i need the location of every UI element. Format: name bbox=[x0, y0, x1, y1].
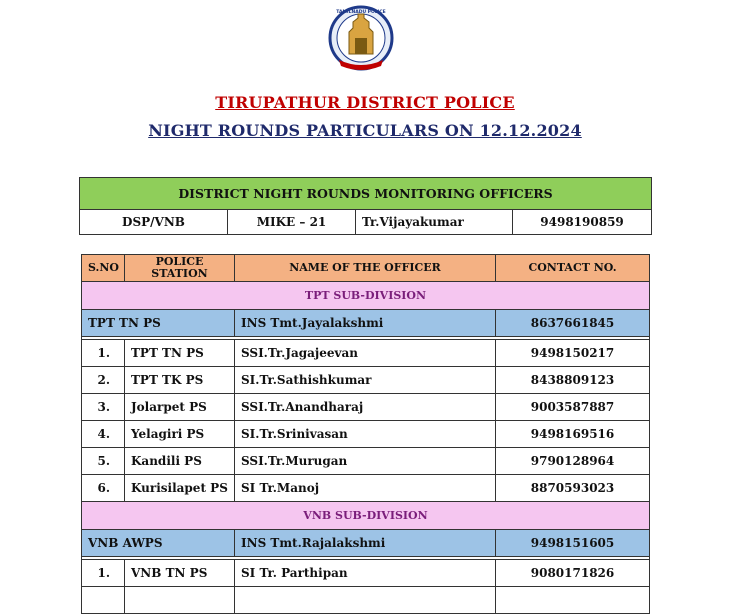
row-contact: 9003587887 bbox=[496, 394, 650, 421]
monitoring-heading: DISTRICT NIGHT ROUNDS MONITORING OFFICERS bbox=[80, 178, 652, 210]
row-sno: 2. bbox=[82, 367, 125, 394]
row-sno: 1. bbox=[82, 340, 125, 367]
table-row bbox=[82, 421, 650, 448]
row-officer: SSI.Tr.Jagajeevan bbox=[235, 340, 496, 367]
row-officer: SI Tr.Manoj bbox=[235, 475, 496, 502]
row-officer: SI Tr. Parthipan bbox=[235, 560, 496, 587]
row-officer: SSI.Tr.Murugan bbox=[235, 448, 496, 475]
table-row bbox=[82, 475, 650, 502]
row-sno: 3. bbox=[82, 394, 125, 421]
inspector-station: TPT TN PS bbox=[82, 310, 235, 337]
monitoring-designation: DSP/VNB bbox=[80, 210, 228, 235]
table-row bbox=[82, 394, 650, 421]
tamilnadu-police-emblem-icon bbox=[325, 4, 397, 78]
table-header-row bbox=[82, 255, 650, 282]
monitoring-call-sign: MIKE – 21 bbox=[228, 210, 356, 235]
monitoring-officer: Tr.Vijayakumar bbox=[356, 210, 513, 235]
svg-text:TAMILNADU POLICE: TAMILNADU POLICE bbox=[336, 10, 386, 15]
row-officer: SSI.Tr.Anandharaj bbox=[235, 394, 496, 421]
row-station: Kurisilapet PS bbox=[125, 475, 235, 502]
row-station: Jolarpet PS bbox=[125, 394, 235, 421]
monitoring-row bbox=[80, 210, 652, 235]
monitoring-officers-table bbox=[79, 177, 652, 235]
row-contact: 8870593023 bbox=[496, 475, 650, 502]
inspector-station: VNB AWPS bbox=[82, 530, 235, 557]
row-station: VNB TN PS bbox=[125, 560, 235, 587]
subdivision-title: TPT SUB-DIVISION bbox=[82, 282, 650, 310]
inspector-contact: 8637661845 bbox=[496, 310, 650, 337]
row-sno: 4. bbox=[82, 421, 125, 448]
row-sno: 6. bbox=[82, 475, 125, 502]
table-row bbox=[82, 448, 650, 475]
table-row bbox=[82, 560, 650, 587]
row-station: TPT TN PS bbox=[125, 340, 235, 367]
row-contact: 9498169516 bbox=[496, 421, 650, 448]
header-name: NAME OF THE OFFICER bbox=[235, 255, 496, 282]
row-station: Yelagiri PS bbox=[125, 421, 235, 448]
row-sno: 1. bbox=[82, 560, 125, 587]
header-station: POLICE STATION bbox=[125, 255, 235, 282]
row-contact: 9498150217 bbox=[496, 340, 650, 367]
header-contact: CONTACT NO. bbox=[496, 255, 650, 282]
report-subtitle: NIGHT ROUNDS PARTICULARS ON 12.12.2024 bbox=[148, 121, 582, 140]
inspector-name: INS Tmt.Jayalakshmi bbox=[235, 310, 496, 337]
inspector-name: INS Tmt.Rajalakshmi bbox=[235, 530, 496, 557]
row-officer: SI.Tr.Srinivasan bbox=[235, 421, 496, 448]
district-title: TIRUPATHUR DISTRICT POLICE bbox=[215, 93, 515, 112]
header-sno: S.NO bbox=[82, 255, 125, 282]
row-station: Kandili PS bbox=[125, 448, 235, 475]
monitoring-contact: 9498190859 bbox=[513, 210, 652, 235]
inspector-row bbox=[82, 310, 650, 337]
inspector-row bbox=[82, 530, 650, 557]
row-contact: 9790128964 bbox=[496, 448, 650, 475]
table-row bbox=[82, 340, 650, 367]
row-contact: 9080171826 bbox=[496, 560, 650, 587]
row-contact: 8438809123 bbox=[496, 367, 650, 394]
row-sno: 5. bbox=[82, 448, 125, 475]
subdivision-title: VNB SUB-DIVISION bbox=[82, 502, 650, 530]
inspector-contact: 9498151605 bbox=[496, 530, 650, 557]
row-station: TPT TK PS bbox=[125, 367, 235, 394]
table-row bbox=[82, 367, 650, 394]
row-officer: SI.Tr.Sathishkumar bbox=[235, 367, 496, 394]
night-rounds-table bbox=[81, 254, 650, 614]
